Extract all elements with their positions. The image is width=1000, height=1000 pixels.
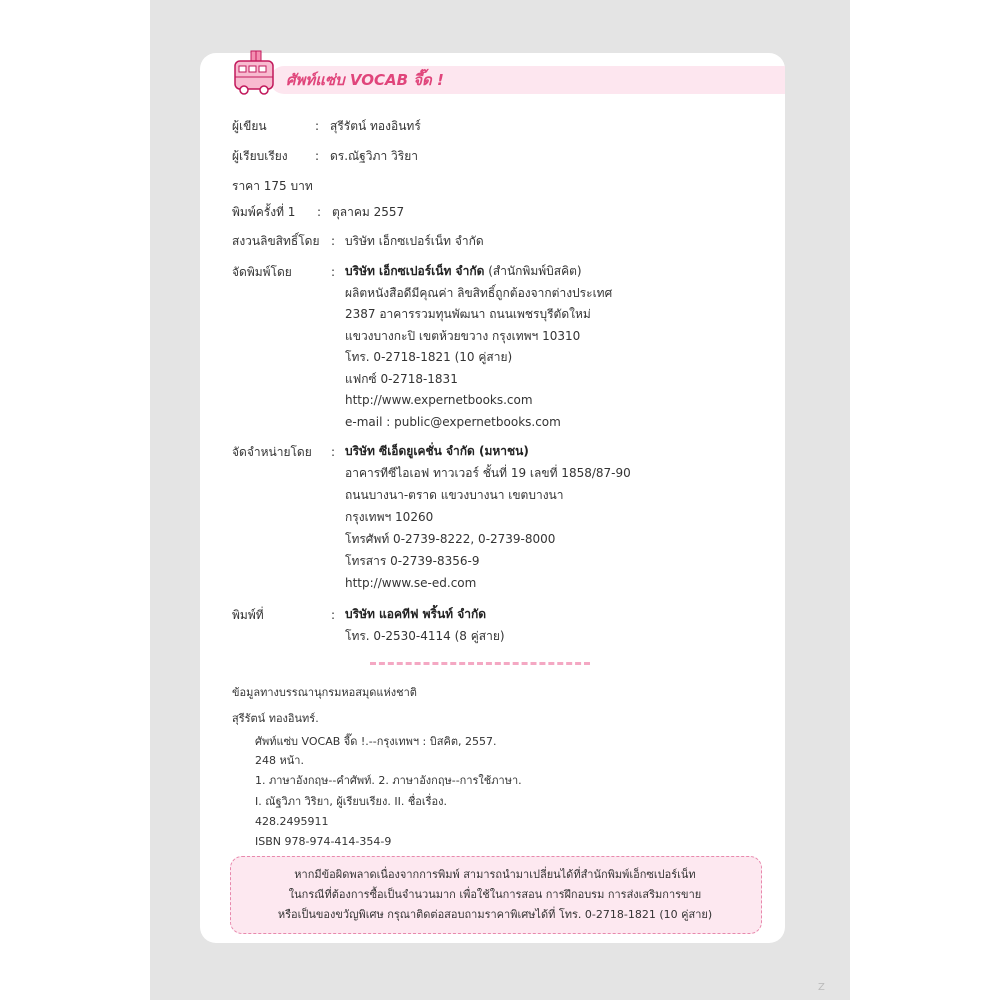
publisher-website: http://www.expernetbooks.com bbox=[345, 393, 533, 407]
credit-colon: : bbox=[331, 234, 336, 248]
bus-icon bbox=[233, 47, 275, 97]
publisher-line: แขวงบางกะปิ เขตห้วยขวาง กรุงเทพฯ 10310 bbox=[345, 328, 581, 343]
publisher-colon: : bbox=[331, 265, 336, 279]
publisher-line: ผลิตหนังสือดีมีคุณค่า ลิขสิทธิ์ถูกต้องจากต่างประเทศ bbox=[345, 285, 613, 300]
notice-line: หากมีข้อผิดพลาดเนื่องจากการพิมพ์ สามารถนำมาเปลี่ยนได้ที่สำนักพิมพ์เอ็กซเปอร์เน็ท bbox=[294, 868, 696, 881]
distributor-line: โทรสาร 0-2739-8356-9 bbox=[345, 554, 480, 568]
publisher-line: โทร. 0-2718-1821 (10 คู่สาย) bbox=[345, 350, 513, 364]
publisher-line: แฟกซ์ 0-2718-1831 bbox=[345, 371, 458, 386]
distributor-line: กรุงเทพฯ 10260 bbox=[345, 510, 434, 524]
printer-phone: โทร. 0-2530-4114 (8 คู่สาย) bbox=[345, 629, 505, 643]
corner-mark: Z bbox=[818, 982, 825, 993]
notice-line: ในกรณีที่ต้องการซื้อเป็นจำนวนมาก เพื่อใช้ในการสอน การฝึกอบรม การส่งเสริมการขาย bbox=[288, 888, 702, 901]
distributor-colon: : bbox=[331, 445, 336, 459]
credit-value-copyright: บริษัท เอ็กซเปอร์เน็ท จำกัด bbox=[345, 234, 484, 248]
cataloging-line: 428.2495911 bbox=[255, 815, 329, 828]
publisher-line: 2387 อาคารรวมทุนพัฒนา ถนนเพชรบุรีตัดใหม่ bbox=[345, 307, 591, 321]
credit-label-editor: ผู้เรียบเรียง bbox=[232, 149, 288, 163]
cataloging-line: I. ณัฐวิภา วิริยา, ผู้เรียบเรียง. II. ชื่อเรื่อง. bbox=[255, 795, 448, 808]
price: ราคา 175 บาท bbox=[232, 179, 313, 193]
printer-label: พิมพ์ที่ bbox=[232, 608, 264, 622]
credit-colon: : bbox=[315, 119, 320, 133]
distributor-line: ถนนบางนา-ตราด แขวงบางนา เขตบางนา bbox=[345, 488, 564, 502]
cataloging-author: สุรีรัตน์ ทองอินทร์. bbox=[232, 712, 319, 725]
credit-label-author: ผู้เขียน bbox=[232, 119, 267, 133]
notice-line: หรือเป็นของขวัญพิเศษ กรุณาติดต่อสอบถามราคาพิเศษได้ที่ โทร. 0-2718-1821 (10 คู่สาย) bbox=[277, 908, 713, 921]
credit-label-edition: พิมพ์ครั้งที่ 1 bbox=[232, 205, 296, 219]
credit-colon: : bbox=[317, 205, 322, 219]
credit-label-copyright: สงวนลิขสิทธิ์โดย bbox=[232, 234, 320, 248]
cataloging-line: ศัพท์แซ่บ VOCAB จี๊ด !.--กรุงเทพฯ : บิสคิต, 2557. bbox=[255, 735, 497, 748]
section-divider bbox=[370, 662, 590, 665]
cataloging-heading: ข้อมูลทางบรรณานุกรมหอสมุดแห่งชาติ bbox=[232, 686, 417, 699]
distributor-line: โทรศัพท์ 0-2739-8222, 0-2739-8000 bbox=[345, 532, 556, 546]
distributor-name: บริษัท ซีเอ็ดยูเคชั่น จำกัด (มหาชน) bbox=[345, 444, 529, 458]
publisher-label: จัดพิมพ์โดย bbox=[232, 265, 292, 279]
credit-value-edition: ตุลาคม 2557 bbox=[332, 205, 405, 219]
printer-name: บริษัท แอคทีฟ พริ้นท์ จำกัด bbox=[345, 607, 487, 621]
credit-colon: : bbox=[315, 149, 320, 163]
credit-value-editor: ดร.ณัฐวิภา วิริยา bbox=[330, 149, 418, 163]
publisher-name-line bbox=[345, 261, 582, 283]
publisher-name: บริษัท เอ็กซเปอร์เน็ท จำกัด bbox=[345, 264, 485, 278]
distributor-label: จัดจำหน่ายโดย bbox=[232, 445, 312, 459]
isbn: ISBN 978-974-414-354-9 bbox=[255, 835, 392, 848]
publisher-imprint: (สำนักพิมพ์บิสคิต) bbox=[488, 264, 582, 278]
credit-value-author: สุรีรัตน์ ทองอินทร์ bbox=[330, 119, 421, 133]
publisher-email: e-mail : public@expernetbooks.com bbox=[345, 414, 561, 429]
distributor-website: http://www.se-ed.com bbox=[345, 576, 477, 590]
book-title: ศัพท์แซ่บ VOCAB จี๊ด ! bbox=[286, 71, 444, 89]
cataloging-line: 248 หน้า. bbox=[255, 754, 304, 767]
cataloging-line: 1. ภาษาอังกฤษ--คำศัพท์. 2. ภาษาอังกฤษ--การใช้ภาษา. bbox=[255, 774, 522, 787]
printer-colon: : bbox=[331, 608, 336, 622]
distributor-line: อาคารทีซีไอเอฟ ทาวเวอร์ ชั้นที่ 19 เลขที่ 1858/87-90 bbox=[345, 466, 631, 480]
